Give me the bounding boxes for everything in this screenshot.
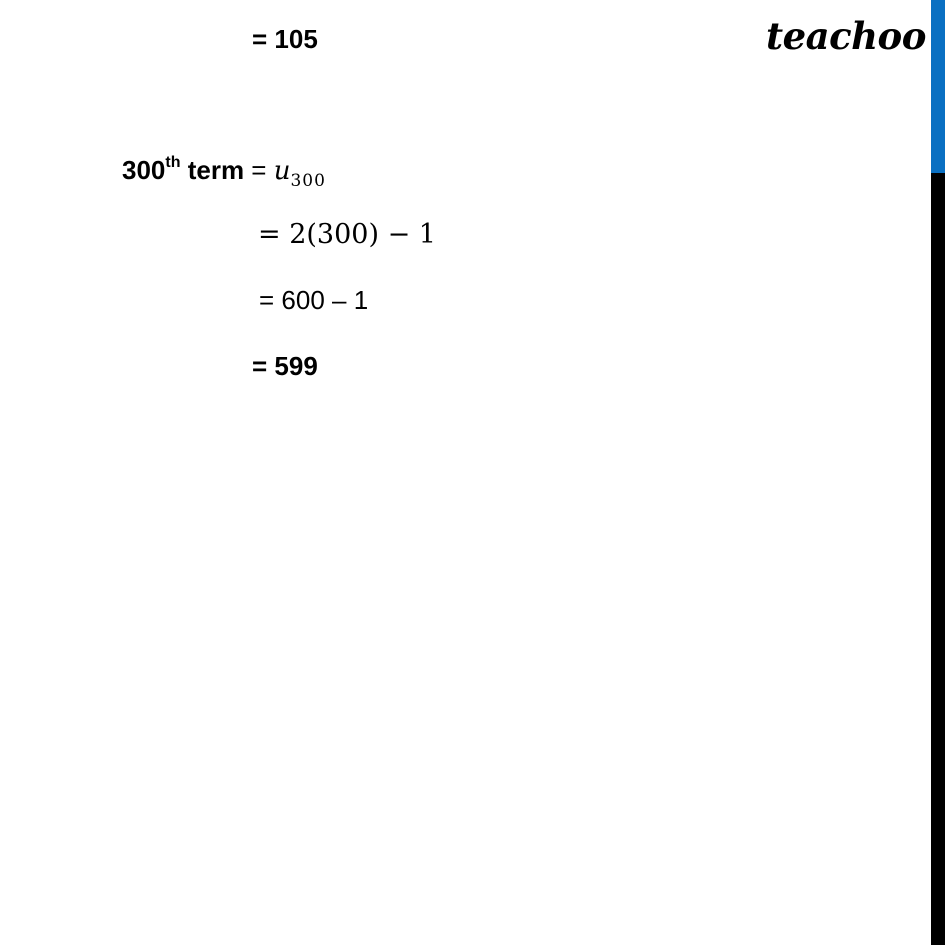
term-number: 300 — [122, 155, 166, 185]
term-variable: u — [273, 156, 291, 186]
teachoo-logo: teachoo — [766, 14, 926, 58]
term-ordinal-suffix: th — [165, 154, 181, 172]
sidebar-progress — [931, 0, 945, 173]
term-equals: = — [244, 155, 274, 185]
term-word: term — [180, 155, 245, 185]
final-result: = 599 — [252, 351, 318, 381]
step-substitution: = 2(300) − 1 — [258, 219, 436, 250]
previous-result: = 105 — [252, 24, 318, 54]
term-heading — [122, 154, 326, 191]
step-multiplication: = 600 – 1 — [259, 285, 369, 315]
term-subscript: 300 — [290, 171, 326, 191]
